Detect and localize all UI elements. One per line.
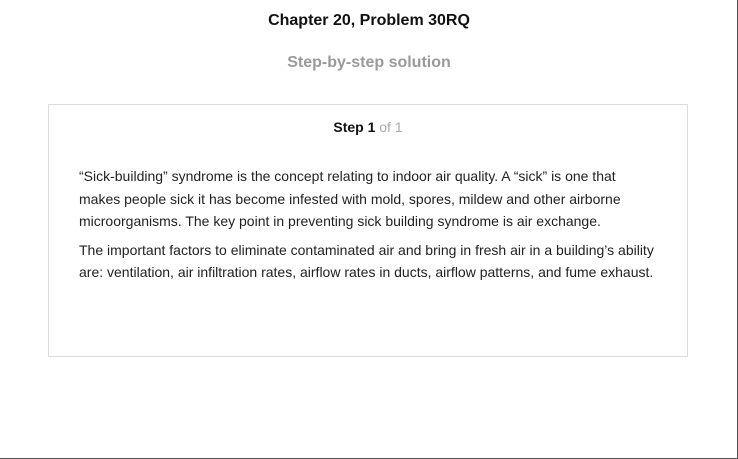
page-title: Chapter 20, Problem 30RQ bbox=[268, 12, 470, 29]
step-count: of 1 bbox=[379, 119, 403, 135]
step-body bbox=[79, 165, 659, 290]
solution-subtitle: Step-by-step solution bbox=[287, 54, 451, 71]
step-paragraph: “Sick-building” syndrome is the concept relating to indoor air quality. A “sick” is one that makes people sick it has become infested with mold, spores, mildew and other airborne microorganisms. The key point in preventing sick building syndrome is air exchange. bbox=[79, 168, 621, 229]
step-label: Step 1 bbox=[333, 119, 376, 135]
step-card bbox=[48, 104, 688, 357]
step-header bbox=[49, 119, 687, 135]
step-paragraph: The important factors to eliminate contaminated air and bring in fresh air in a building’s ability are: ventilation, air infiltration rates, airflow rates in ducts, airflow patterns, and fume exhaust. bbox=[79, 241, 654, 280]
